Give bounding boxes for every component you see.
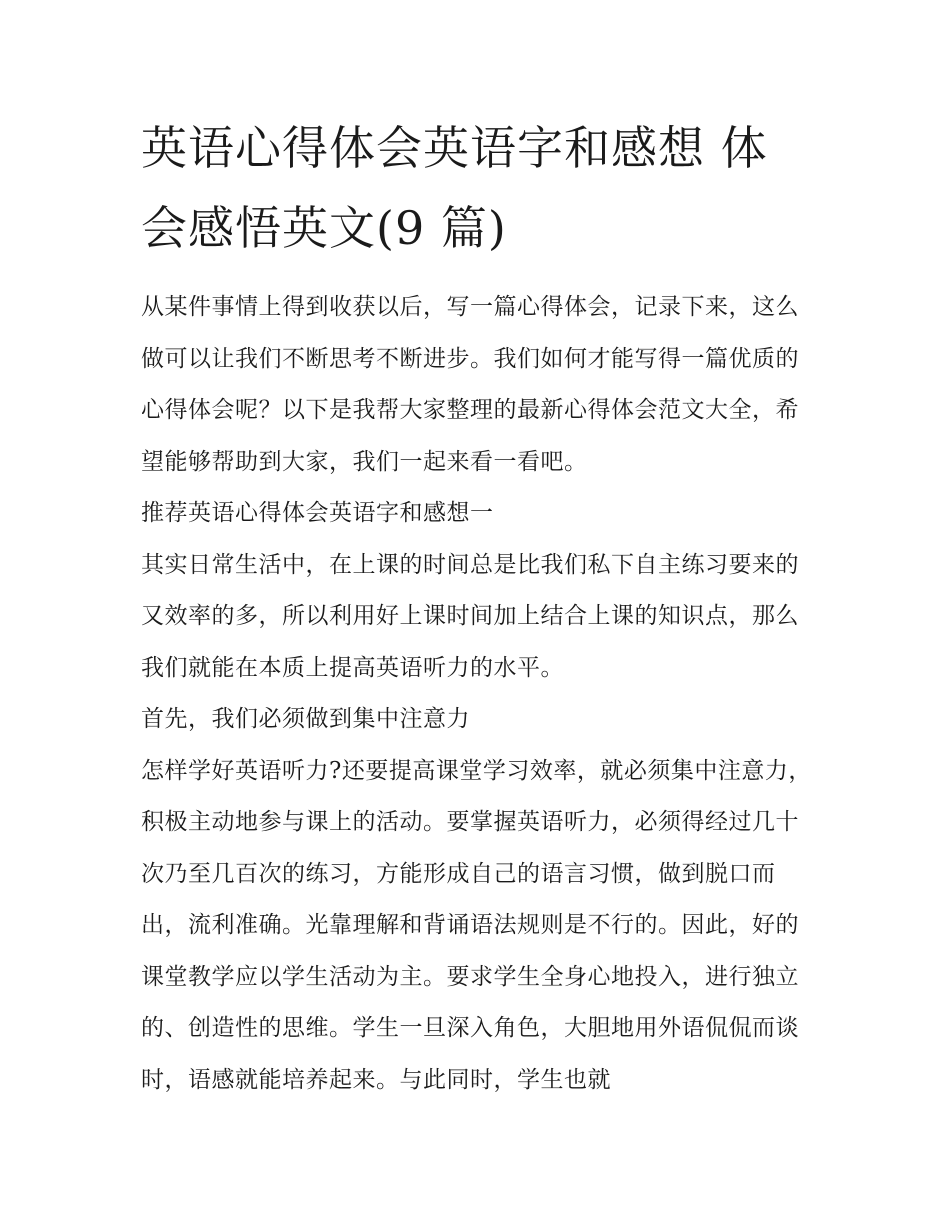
document-body: [141, 282, 813, 1106]
body-paragraph: 怎样学好英语听力?还要提高课堂学习效率，就必须集中注意力，积极主动地参与课上的活动。要掌握英语听力，必须得经过几十次乃至几百次的练习，方能形成自己的语言习惯，做到脱口而出，流利准确。光靠理解和背诵语法规则是不行的。因此，好的课堂教学应以学生活动为主。要求学生全身心地投入，进行独立的、创造性的思维。学生一旦深入角色，大胆地用外语侃侃而谈时，语感就能培养起来。与此同时，学生也就: [141, 757, 812, 1093]
document-title: 英语心得体会英语字和感想 体会感悟英文(9 篇): [141, 121, 768, 255]
document-content: [141, 108, 813, 1106]
body-paragraph: 其实日常生活中，在上课的时间总是比我们私下自主练习要来的又效率的多，所以利用好上课时间加上结合上课的知识点，那么我们就能在本质上提高英语听力的水平。: [141, 551, 799, 681]
section-heading: 推荐英语心得体会英语字和感想一: [141, 500, 494, 526]
subsection-heading: 首先，我们必须做到集中注意力: [141, 706, 470, 732]
intro-paragraph: 从某件事情上得到收获以后，写一篇心得体会，记录下来，这么做可以让我们不断思考不断进步。我们如何才能写得一篇优质的心得体会呢？以下是我帮大家整理的最新心得体会范文大全，希望能够帮助到大家，我们一起来看一看吧。: [141, 294, 799, 475]
